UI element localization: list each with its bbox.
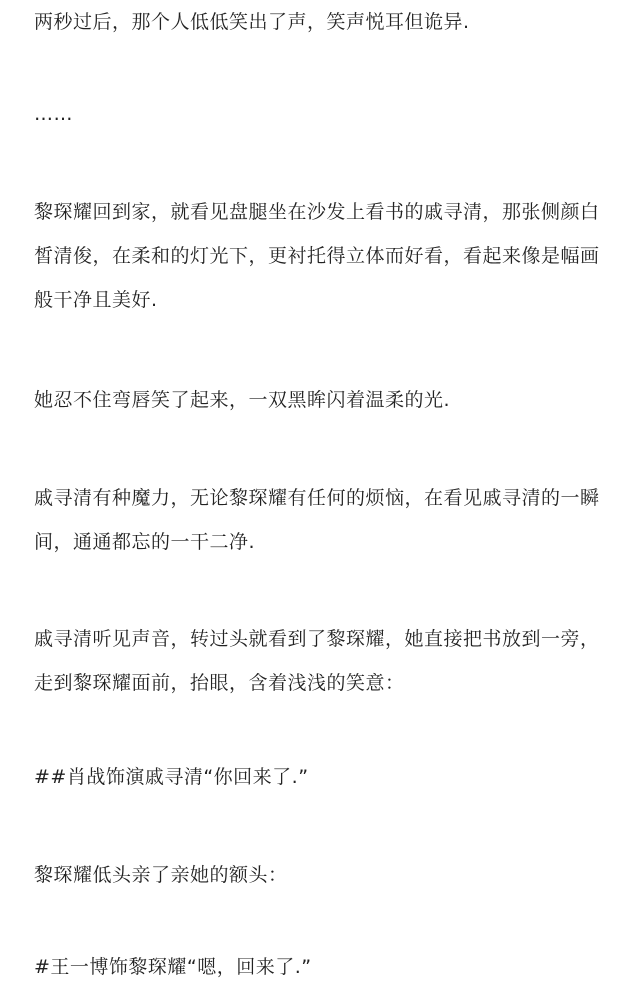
paragraph-ellipsis: ……	[34, 103, 73, 125]
paragraph-8: 黎琛耀低头亲了亲她的额头：	[34, 864, 288, 886]
paragraph-1: 两秒过后，那个人低低笑出了声，笑声悦耳但诡异.	[34, 11, 470, 33]
paragraph-3: 黎琛耀回到家，就看见盘腿坐在沙发上看书的戚寻清，那张侧颜白皙清俊，在柔和的灯光下，更衬托得立体而好看，看起来像是幅画般干净且美好.	[34, 201, 600, 311]
paragraph-5: 戚寻清有种魔力，无论黎琛耀有任何的烦恼，在看见戚寻清的一瞬间，通通都忘的一干二净.	[34, 487, 600, 553]
paragraph-4: 她忍不住弯唇笑了起来，一双黑眸闪着温柔的光.	[34, 389, 451, 411]
paragraph-6: 戚寻清听见声音，转过头就看到了黎琛耀，她直接把书放到一旁，走到黎琛耀面前，抬眼，含着浅浅的笑意：	[34, 628, 600, 694]
dialogue-line-2: #王一博饰黎琛耀“嗯，回来了.”	[34, 956, 312, 978]
dialogue-line-1: ##肖战饰演戚寻清“你回来了.”	[34, 766, 309, 788]
